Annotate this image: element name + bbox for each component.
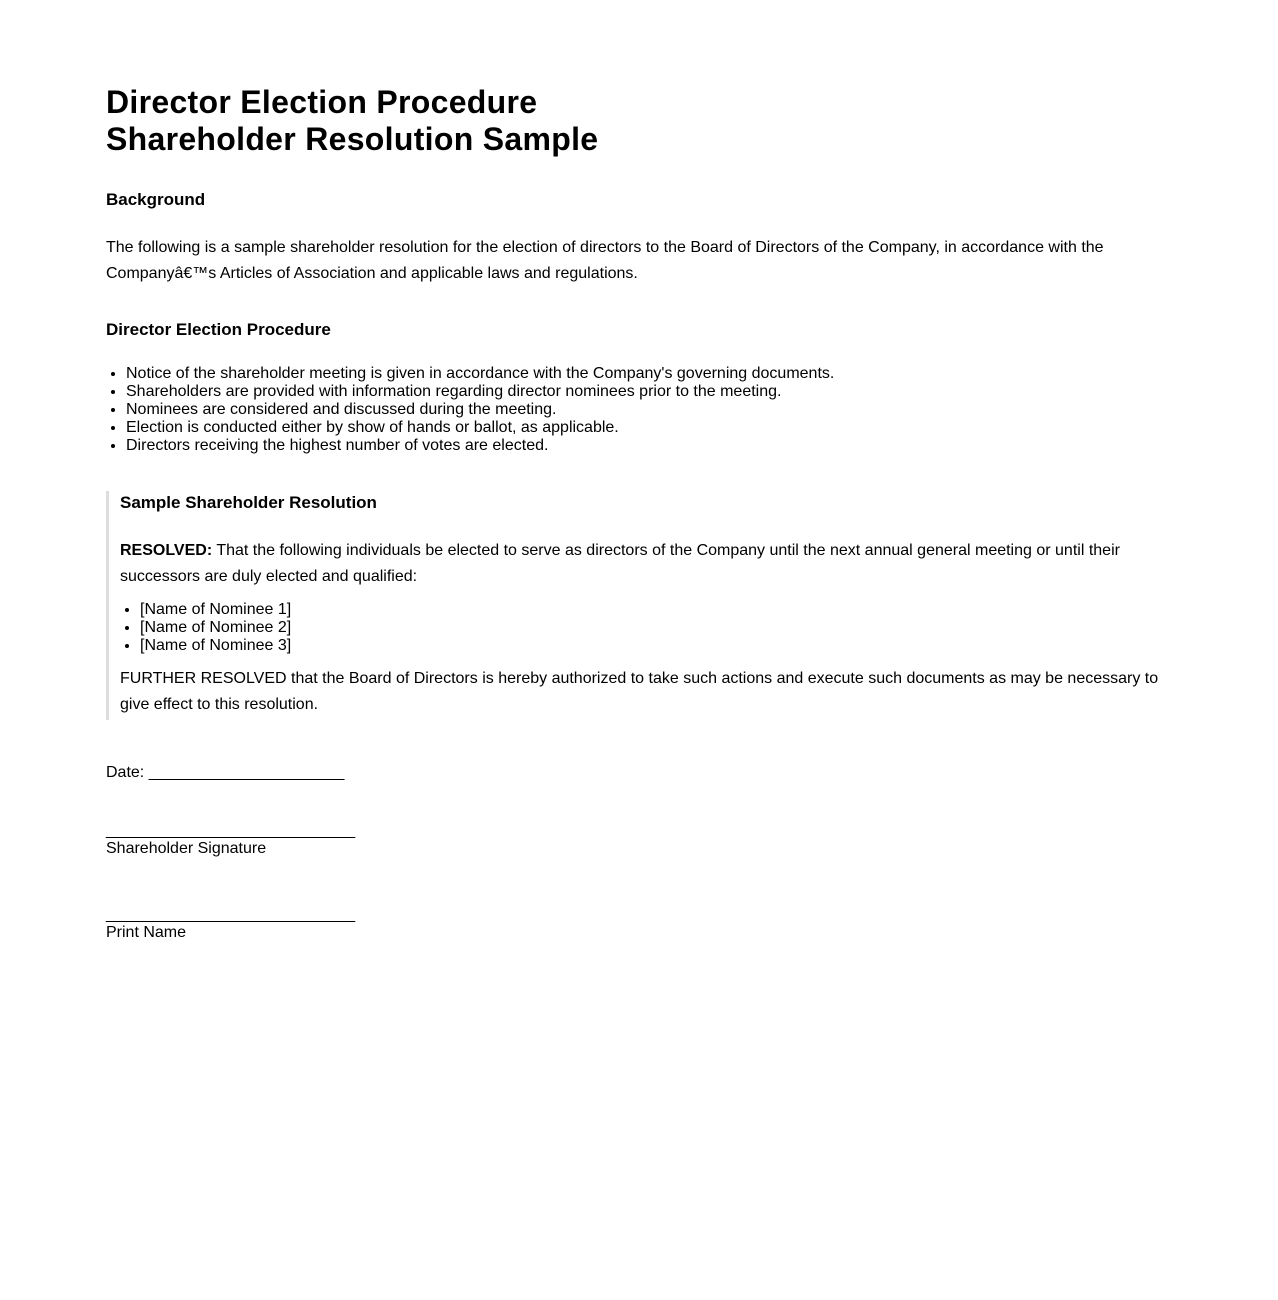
procedure-item: • Election is conducted either by show of hands or ballot, as applicable. [126,419,1172,437]
nominee-list [120,601,1172,655]
resolved-text: That the following individuals be elected to serve as directors of the Company until the next annual general meeting or until their successors are duly elected and qualified: [120,542,1120,585]
resolved-label: RESOLVED: [120,542,213,559]
signature-label: Shareholder Signature [106,840,267,857]
signature-line: ____________________________ [106,822,356,839]
title-line-1: Director Election Procedure [106,84,538,120]
procedure-heading: Director Election Procedure [106,320,331,339]
resolved-paragraph [120,538,1172,590]
resolution-blockquote [106,491,1172,720]
procedure-list [106,365,1172,455]
document-page [106,84,1172,942]
title-line-2: Shareholder Resolution Sample [106,121,599,157]
print-name-label: Print Name [106,924,187,941]
background-heading: Background [106,190,206,209]
print-name-line: ____________________________ [106,906,356,923]
signature-block [106,764,1172,942]
resolution-heading: Sample Shareholder Resolution [120,493,377,512]
background-text: The following is a sample shareholder resolution for the election of directors to the Board of Directors of the Company, in accordance with the Companyâ€™s Articles of Association and applicable laws and regulations. [106,239,1104,282]
procedure-item: • Directors receiving the highest number of votes are elected. [126,437,1172,455]
procedure-item: • Notice of the shareholder meeting is given in accordance with the Company's governing documents. [126,365,1172,383]
further-resolved-paragraph: FURTHER RESOLVED that the Board of Directors is hereby authorized to take such actions and execute such documents as may be necessary to give effect to this resolution. [120,670,1159,713]
nominee-item: • [Name of Nominee 3] [140,637,1172,655]
nominee-item: • [Name of Nominee 1] [140,601,1172,619]
nominee-item: • [Name of Nominee 2] [140,619,1172,637]
procedure-item: • Nominees are considered and discussed during the meeting. [126,401,1172,419]
procedure-item: • Shareholders are provided with information regarding director nominees prior to the meeting. [126,383,1172,401]
page-title [106,84,1172,158]
date-field: Date: ______________________ [106,764,345,781]
